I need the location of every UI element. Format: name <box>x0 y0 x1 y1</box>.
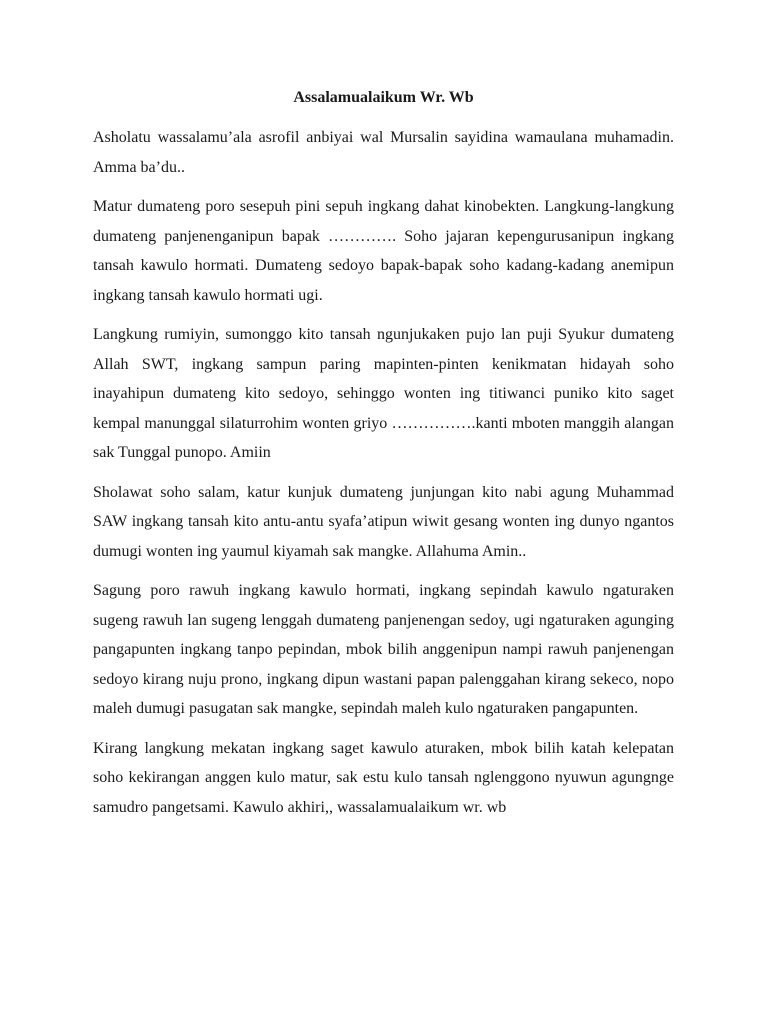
paragraph-sholawat: Sholawat soho salam, katur kunjuk dumateng junjungan kito nabi agung Muhammad SAW ingkang tansah kito antu-antu syafa’atipun wiwit gesang wonten ing dunyo ngantos dumugi wonten ing yaumul kiyamah sak mangke. Allahuma Amin.. <box>93 483 674 560</box>
paragraph-welcome: Sagung poro rawuh ingkang kawulo hormati, ingkang sepindah kawulo ngaturaken sugeng rawuh lan sugeng lenggah dumateng panjenengan sedoy, ugi ngaturaken agunging pangapunten ingkang tanpo pepindan, mbok bilih anggenipun nampi rawuh panjenengan sedoyo kirang nuju prono, ingkang dipun wastani papan palenggahan kirang sekeco, nopo maleh dumugi pasugatan sak mangke, sepindah maleh kulo ngaturaken pangapunten. <box>93 582 674 717</box>
paragraph-greeting: Matur dumateng poro sesepuh pini sepuh ingkang dahat kinobekten. Langkung-langkung dumateng panjenenganipun bapak …………. Soho jajaran kepengurusanipun ingkang tansah kawulo hormati. Dumateng sedoyo bapak-bapak soho kadang-kadang anemipun ingkang tansah kawulo hormati ugi. <box>93 198 674 304</box>
document-page <box>93 85 674 832</box>
paragraph-opening: Asholatu wassalamu’ala asrofil anbiyai wal Mursalin sayidina wamaulana muhamadin. Amma ba’du.. <box>93 129 674 176</box>
paragraph-closing: Kirang langkung mekatan ingkang saget kawulo aturaken, mbok bilih katah kelepatan soho kekirangan anggen kulo matur, sak estu kulo tansah nglenggono nyuwun agungnge samudro pangetsami. Kawulo akhiri,, wassalamualaikum wr. wb <box>93 739 674 816</box>
paragraph-gratitude: Langkung rumiyin, sumonggo kito tansah ngunjukaken pujo lan puji Syukur dumateng Allah SWT, ingkang sampun paring mapinten-pinten kenikmatan hidayah soho inayahipun dumateng kito sedoyo, sehinggo wonten ing titiwanci puniko kito saget kempal manunggal silaturrohim wonten griyo …………….kanti mboten manggih alangan sak Tunggal punopo. Amiin <box>93 326 674 461</box>
document-title: Assalamualaikum Wr. Wb <box>293 89 474 106</box>
